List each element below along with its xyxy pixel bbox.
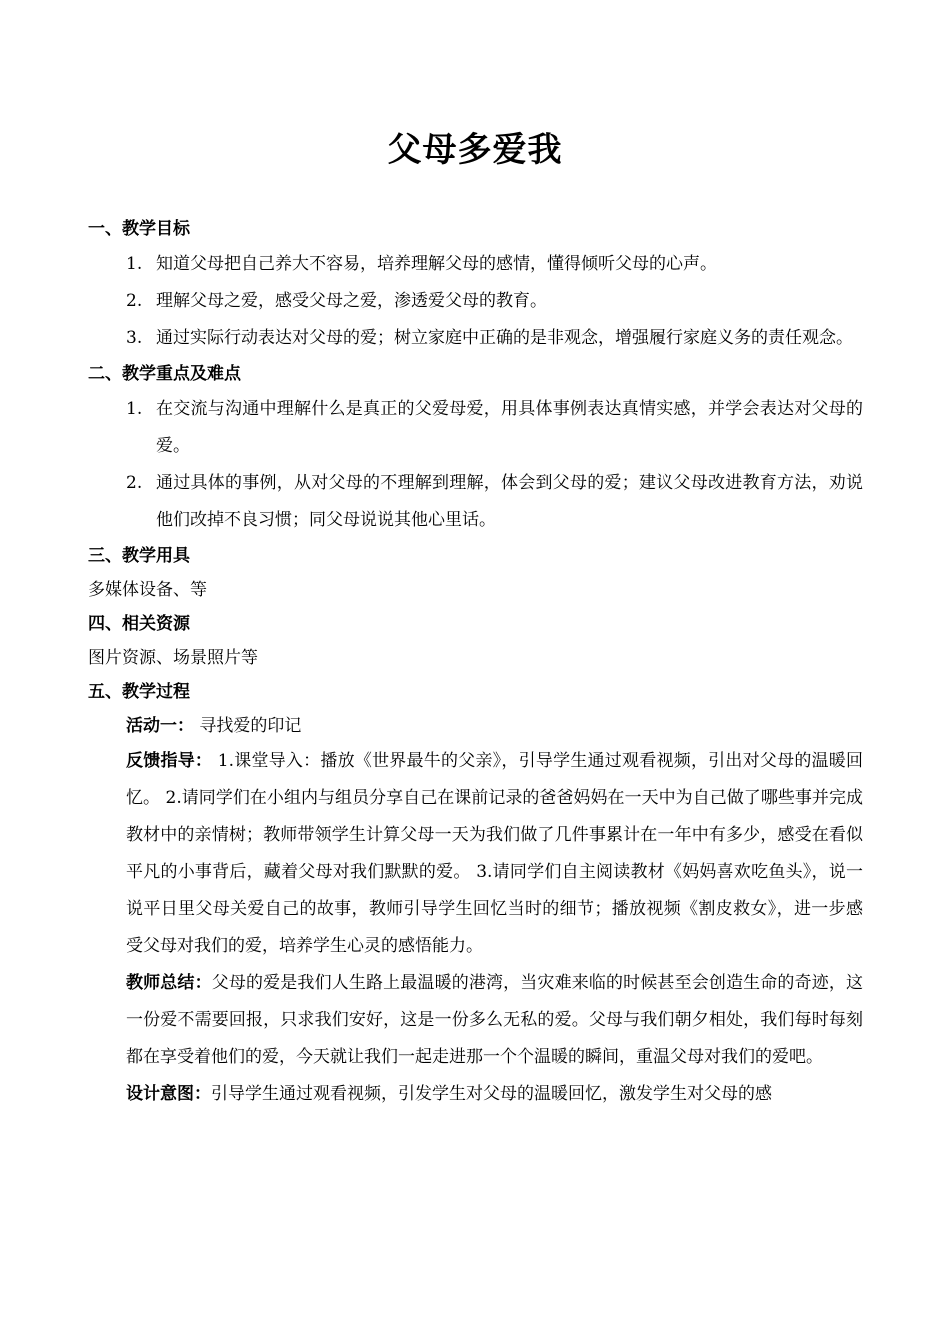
tools-text: 多媒体设备、等 — [88, 580, 207, 600]
list-text: 在交流与沟通中理解什么是真正的父爱母爱，用具体事例表达真情实感，并学会表达对父母的爱。 — [156, 399, 863, 456]
list-item — [88, 246, 863, 283]
list-text: 通过实际行动表达对父母的爱；树立家庭中正确的是非观念，增强履行家庭义务的责任观念。 — [156, 328, 853, 348]
list-item — [88, 320, 863, 357]
summary-label: 教师总结： — [126, 973, 212, 993]
list-number: 1. — [126, 254, 143, 274]
section-heading-process: 五、教学过程 — [88, 682, 190, 702]
design-text: 引导学生通过观看视频，引发学生对父母的温暖回忆，激发学生对父母的感 — [211, 1084, 772, 1104]
list-number: 1. — [126, 399, 143, 419]
design-paragraph — [88, 1076, 863, 1113]
resources-text: 图片资源、场景照片等 — [88, 648, 258, 668]
summary-text: 父母的爱是我们人生路上最温暖的港湾，当灾难来临的时候甚至会创造生命的奇迹，这一份爱不需要回报，只求我们安好，这是一份多么无私的爱。父母与我们朝夕相处，我们每时每刻都在享受着他们的爱，今天就让我们一起走进那一个个温暖的瞬间，重温父母对我们的爱吧。 — [126, 973, 864, 1067]
design-label: 设计意图： — [126, 1084, 211, 1104]
list-item — [88, 465, 863, 539]
list-item — [88, 283, 863, 320]
list-number: 3. — [126, 328, 143, 348]
activity-label: 活动一： — [126, 716, 194, 736]
feedback-label: 反馈指导： — [126, 751, 213, 771]
list-text: 知道父母把自己养大不容易，培养理解父母的感情，懂得倾听父母的心声。 — [156, 254, 717, 274]
section-heading-keypoints: 二、教学重点及难点 — [88, 364, 241, 384]
list-number: 2. — [126, 473, 143, 493]
section-heading-tools: 三、教学用具 — [88, 546, 190, 566]
list-text: 通过具体的事例，从对父母的不理解到理解，体会到父母的爱；建议父母改进教育方法，劝说他们改掉不良习惯；同父母说说其他心里话。 — [156, 473, 863, 530]
section-heading-resources: 四、相关资源 — [88, 614, 190, 634]
activity-line — [88, 709, 863, 743]
list-number: 2. — [126, 291, 143, 311]
feedback-paragraph — [88, 743, 863, 965]
list-item — [88, 391, 863, 465]
document-title: 父母多爱我 — [387, 130, 563, 170]
feedback-text: 1.课堂导入：播放《世界最牛的父亲》，引导学生通过观看视频，引出对父母的温暖回忆。 2.请同学们在小组内与组员分享自己在课前记录的爸爸妈妈在一天中为自己做了哪些事并完成教材中的亲情树；教师带领学生计算父母一天为我们做了几件事累计在一年中有多少，感受在看似平凡的小事背后，藏着父母对我们默默的爱。 3.请同学们自主阅读教材《妈妈喜欢吃鱼头》，说一说平日里父母关爱自己的故事，教师引导学生回忆当时的细节；播放视频《割皮救女》，进一步感受父母对我们的爱，培养学生心灵的感悟能力。 — [126, 751, 864, 956]
list-text: 理解父母之爱，感受父母之爱，渗透爱父母的教育。 — [156, 291, 547, 311]
section-heading-goals: 一、教学目标 — [88, 219, 190, 239]
summary-paragraph — [88, 965, 863, 1076]
document-body — [88, 212, 863, 1113]
activity-text: 寻找爱的印记 — [194, 716, 302, 736]
